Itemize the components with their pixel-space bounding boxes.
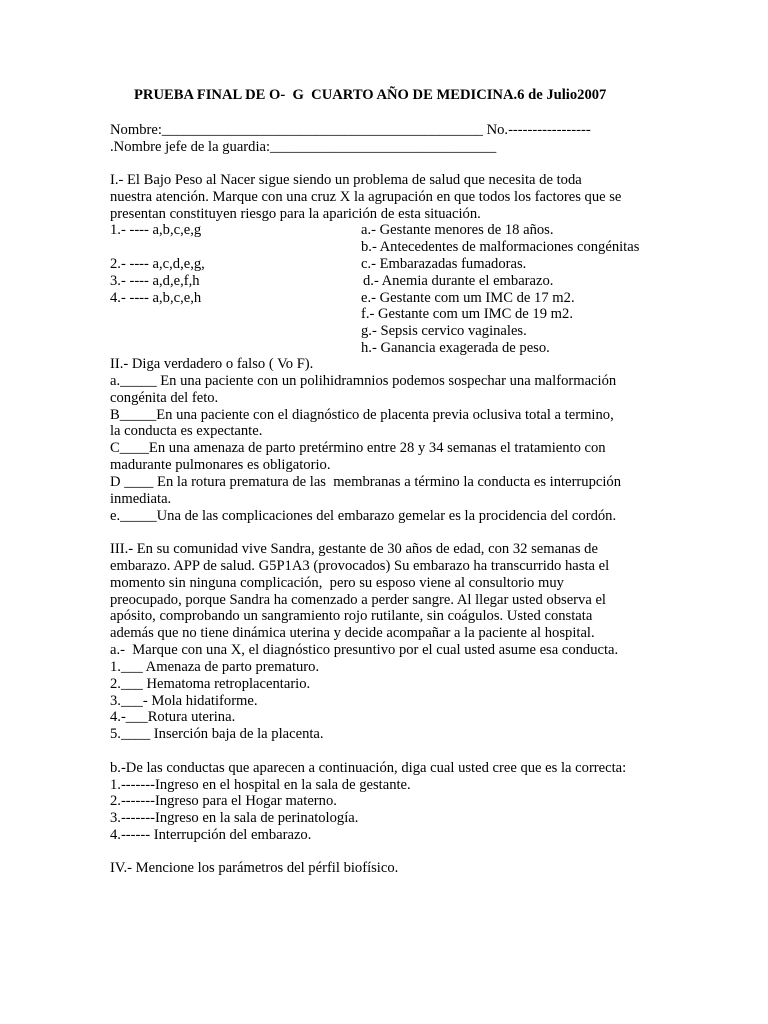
section2-line: congénita del feto. (110, 390, 219, 406)
section2-heading: II.- Diga verdadero o falso ( Vo F). (110, 356, 314, 372)
section1-option: 2.- ---- a,c,d,e,g, (110, 256, 205, 272)
section1-intro-line: nuestra atención. Marque con una cruz X la agrupación en que todos los factores que se (110, 189, 622, 205)
section2-line: e._____Una de las complicaciones del embarazo gemelar es la procidencia del cordón. (110, 508, 617, 524)
section3-case-line: además que no tiene dinámica uterina y decide acompañar a la paciente al hospital. (110, 625, 595, 641)
section1-factor: f.- Gestante com um IMC de 19 m2. (361, 306, 573, 322)
section3a-option: 5.____ Inserción baja de la placenta. (110, 726, 324, 742)
section1-option: 1.- ---- a,b,c,e,g (110, 222, 202, 238)
name-field-line: Nombre:____________________________________________ No.----------------- (110, 122, 591, 138)
section3a-option: 4.-___Rotura uterina. (110, 709, 236, 725)
exam-title: PRUEBA FINAL DE O- G CUARTO AÑO DE MEDICINA.6 de Julio2007 (134, 87, 607, 103)
section3b-question: b.-De las conductas que aparecen a continuación, diga cual usted cree que es la correcta: (110, 760, 627, 776)
section1-factor: d.- Anemia durante el embarazo. (363, 273, 554, 289)
section3a-question: a.- Marque con una X, el diagnóstico presuntivo por el cual usted asume esa conducta. (110, 642, 619, 658)
section3-case-line: momento sin ninguna complicación, pero su esposo viene al consultorio muy (110, 575, 564, 591)
section3b-option: 2.-------Ingreso para el Hogar materno. (110, 793, 337, 809)
section2-line: D ____ En la rotura prematura de las membranas a término la conducta es interrupción (110, 474, 622, 490)
section1-factor: b.- Antecedentes de malformaciones congénitas (361, 239, 640, 255)
section1-factor: h.- Ganancia exagerada de peso. (361, 340, 550, 356)
section2-line: la conducta es expectante. (110, 423, 263, 439)
section1-factor: e.- Gestante com um IMC de 17 m2. (361, 290, 575, 306)
section3-case-line: embarazo. APP de salud. G5P1A3 (provocados) Su embarazo ha transcurrido hasta el (110, 558, 610, 574)
section1-option: 3.- ---- a,d,e,f,h (110, 273, 200, 289)
section3a-option: 2.___ Hematoma retroplacentario. (110, 676, 311, 692)
section3b-option: 3.-------Ingreso en la sala de perinatología. (110, 810, 359, 826)
section2-line: a._____ En una paciente con un polihidramnios podemos sospechar una malformación (110, 373, 617, 389)
section3-case-line: apósito, comprobando un sangramiento rojo rutilante, sin coágulos. Usted constata (110, 608, 593, 624)
section3b-option: 1.-------Ingreso en el hospital en la sala de gestante. (110, 777, 411, 793)
guard-chief-field-line: .Nombre jefe de la guardia:_______________________________ (110, 139, 497, 155)
section3-case-line: III.- En su comunidad vive Sandra, gestante de 30 años de edad, con 32 semanas de (110, 541, 598, 557)
section1-intro-line: I.- El Bajo Peso al Nacer sigue siendo un problema de salud que necesita de toda (110, 172, 582, 188)
section1-intro-line: presentan constituyen riesgo para la aparición de esta situación. (110, 206, 481, 222)
section4-heading: IV.- Mencione los parámetros del pérfil biofísico. (110, 860, 399, 876)
section2-line: B_____En una paciente con el diagnóstico de placenta previa oclusiva total a termino, (110, 407, 614, 423)
section3a-option: 1.___ Amenaza de parto prematuro. (110, 659, 320, 675)
section1-factor: c.- Embarazadas fumadoras. (361, 256, 527, 272)
section1-factor: g.- Sepsis cervico vaginales. (361, 323, 527, 339)
section2-line: inmediata. (110, 491, 172, 507)
section3-case-line: preocupado, porque Sandra ha comenzado a perder sangre. Al llegar usted observa el (110, 592, 606, 608)
section1-option: 4.- ---- a,b,c,e,h (110, 290, 202, 306)
section2-line: C____En una amenaza de parto pretérmino entre 28 y 34 semanas el tratamiento con (110, 440, 606, 456)
section2-line: madurante pulmonares es obligatorio. (110, 457, 331, 473)
section1-factor: a.- Gestante menores de 18 años. (361, 222, 554, 238)
section3b-option: 4.------ Interrupción del embarazo. (110, 827, 312, 843)
section3a-option: 3.___- Mola hidatiforme. (110, 693, 258, 709)
